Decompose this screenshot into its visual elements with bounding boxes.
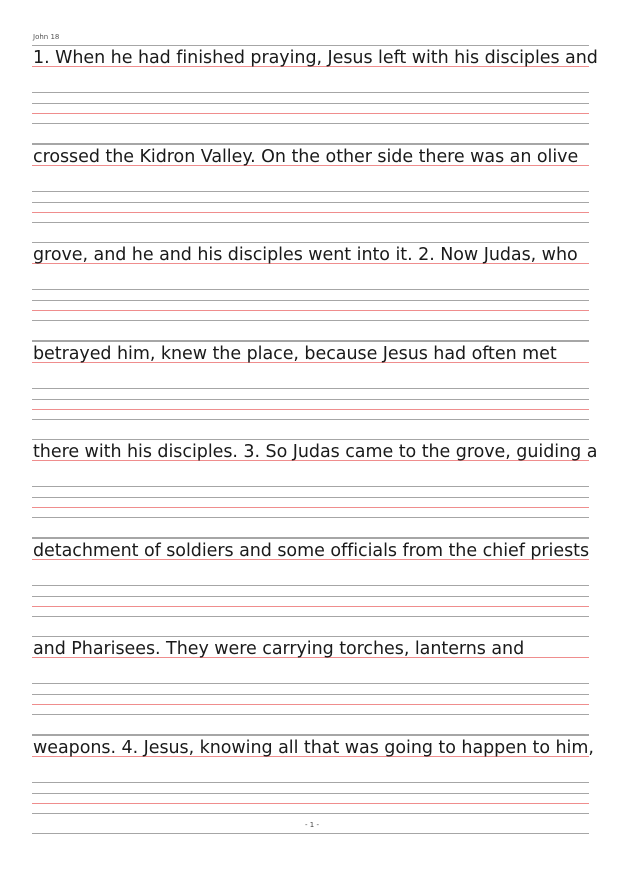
gray-guide-rule bbox=[32, 341, 589, 342]
tracing-text-line: and Pharisees. They were carrying torches, lanterns and bbox=[33, 639, 525, 659]
red-guide-rule bbox=[32, 803, 589, 804]
gray-guide-rule bbox=[32, 636, 589, 637]
red-guide-rule bbox=[32, 507, 589, 508]
writing-line-block bbox=[32, 735, 594, 833]
gray-guide-rule bbox=[32, 585, 589, 586]
gray-guide-rule bbox=[32, 202, 589, 203]
gray-guide-rule bbox=[32, 123, 589, 124]
tracing-text-line: weapons. 4. Jesus, knowing all that was going to happen to him, bbox=[33, 738, 594, 758]
gray-guide-rule bbox=[32, 538, 589, 539]
gray-guide-rule bbox=[32, 782, 589, 783]
tracing-text-line: 1. When he had finished praying, Jesus left with his disciples and bbox=[33, 48, 598, 68]
tracing-text-line: detachment of soldiers and some officials from the chief priests bbox=[33, 541, 590, 561]
writing-line-block bbox=[32, 45, 598, 143]
gray-guide-rule bbox=[32, 388, 589, 389]
gray-guide-rule bbox=[32, 694, 589, 695]
gray-guide-rule bbox=[32, 596, 589, 597]
tracing-text-line: crossed the Kidron Valley. On the other side there was an olive bbox=[33, 147, 579, 167]
gray-guide-rule bbox=[32, 92, 589, 93]
gray-guide-rule bbox=[32, 191, 589, 192]
tracing-text-line: grove, and he and his disciples went into it. 2. Now Judas, who bbox=[33, 245, 578, 265]
gray-guide-rule bbox=[32, 144, 589, 145]
tracing-text-line: betrayed him, knew the place, because Jesus had often met bbox=[33, 344, 557, 364]
gray-guide-rule bbox=[32, 735, 589, 736]
gray-guide-rule bbox=[32, 320, 589, 321]
gray-guide-rule bbox=[32, 222, 589, 223]
writing-line-block bbox=[32, 439, 598, 537]
gray-guide-rule bbox=[32, 683, 589, 684]
red-guide-rule bbox=[32, 310, 589, 311]
gray-guide-rule bbox=[32, 517, 589, 518]
gray-guide-rule bbox=[32, 399, 589, 400]
gray-guide-rule bbox=[32, 486, 589, 487]
gray-guide-rule bbox=[32, 419, 589, 420]
writing-line-block bbox=[32, 341, 589, 439]
red-guide-rule bbox=[32, 606, 589, 607]
gray-guide-rule bbox=[32, 497, 589, 498]
writing-line-block bbox=[32, 242, 589, 340]
red-guide-rule bbox=[32, 704, 589, 705]
red-guide-rule bbox=[32, 409, 589, 410]
gray-guide-rule bbox=[32, 300, 589, 301]
writing-line-block bbox=[32, 144, 589, 242]
chapter-label: John 18 bbox=[33, 33, 60, 41]
red-guide-rule bbox=[32, 113, 589, 114]
gray-guide-rule bbox=[32, 439, 589, 440]
gray-guide-rule bbox=[32, 813, 589, 814]
gray-guide-rule bbox=[32, 616, 589, 617]
gray-guide-rule bbox=[32, 793, 589, 794]
tracing-text-line: there with his disciples. 3. So Judas came to the grove, guiding a bbox=[33, 442, 598, 462]
red-guide-rule bbox=[32, 212, 589, 213]
writing-line-block bbox=[32, 538, 589, 636]
writing-line-block bbox=[32, 636, 589, 734]
gray-guide-rule bbox=[32, 289, 589, 290]
gray-guide-rule bbox=[32, 45, 589, 46]
gray-guide-rule bbox=[32, 833, 589, 834]
page-number: - 1 - bbox=[305, 821, 319, 829]
gray-guide-rule bbox=[32, 714, 589, 715]
gray-guide-rule bbox=[32, 242, 589, 243]
gray-guide-rule bbox=[32, 103, 589, 104]
